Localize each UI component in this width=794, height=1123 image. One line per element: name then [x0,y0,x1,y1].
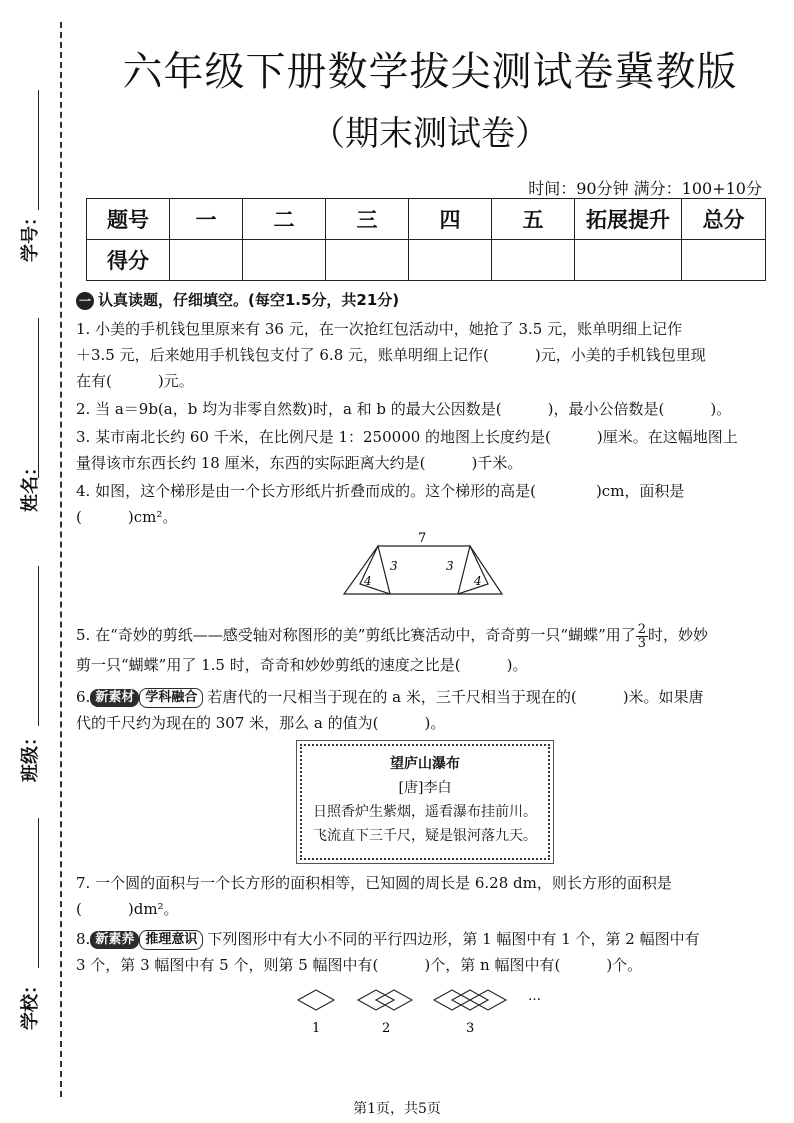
question-7: 7. 一个圆的面积与一个长方形的面积相等，已知圆的周长是 6.28 dm，则长方形的面积是 ( )dm²。 [76,874,672,918]
poem-author: [唐]李白 [398,780,452,796]
class-label: 班级： [20,728,41,782]
page-footer: 第1页，共5页 [353,1101,441,1117]
fraction: $\frac{2}{3}$ [637,621,647,651]
school-line [38,818,39,968]
question-4: 4. 如图，这个梯形是由一个长方形纸片折叠而成的。这个梯形的高是( )cm，面积是 ( )cm²。 [76,482,685,526]
score-cell: 四 [409,199,492,240]
figure-label: 3 [446,559,454,573]
figure-label: 7 [418,531,427,546]
question-6: 6. 新素材 学科融合 若唐代的一尺相当于现在的 a 米，三千尺相当于现在的( )米。如果唐 代的千尺约为现在的 307 米，那么 a 的值为( )。 [76,688,704,732]
question-text: 1. 小美的手机钱包里原来有 36 元，在一次抢红包活动中，她抢了 3.5 元，账单明细上记作 [76,320,683,338]
binding-margin [0,0,70,1123]
figure-label: 4 [474,574,482,588]
tag-new-literacy: 新素养 [90,931,139,949]
score-input-cell[interactable] [682,240,766,281]
student-id-label: 学号： [20,208,41,262]
score-cell: 总分 [682,199,766,240]
page-title: 六年级下册数学拔尖测试卷冀教版 [122,49,738,95]
tag-interdisciplinary: 学科融合 [139,688,203,708]
score-cell: 三 [326,199,409,240]
name-line [38,318,39,478]
score-input-cell[interactable] [492,240,575,281]
score-input-cell[interactable] [326,240,409,281]
question-5: 5. 在“奇妙的剪纸——感受轴对称图形的美”剪纸比赛活动中，奇奇剪一只“蝴蝶”用了 $\frac{2}{3}$ 时，妙妙 剪一只“蝴蝶”用了 1.5 时，奇奇和妙妙剪纸的速度之比是( )。 [76,621,709,674]
score-header-row [87,199,766,240]
question-8: 8. 新素养 推理意识 下列图形中有大小不同的平行四边形，第 1 幅图中有 1 个，第 2 幅图中有 3 个，第 3 幅图中有 5 个，则第 5 幅图中有( )个，第 n 幅图中有( )个。 [76,930,700,974]
poem-line: 日照香炉生紫烟，遥看瀑布挂前川。 [313,804,537,820]
score-cell: 二 [243,199,326,240]
section-title: 认真读题，仔细填空。(每空1.5分，共21分) [98,291,400,309]
section-number-badge: 一 [76,292,94,310]
score-input-cell[interactable] [170,240,243,281]
score-cell: 拓展提升 [575,199,682,240]
class-line [38,566,39,726]
poem-box [300,744,550,860]
figure-label: 3 [466,1021,475,1036]
school-label: 学校： [20,976,41,1030]
rhombus [298,990,334,1010]
score-cell: 一 [170,199,243,240]
question-2: 2. 当 a＝9b(a，b 均为非零自然数)时，a 和 b 的最大公因数是( )，最小公倍数是( )。 [76,400,732,418]
poem-title: 望庐山瀑布 [390,756,460,772]
trapezoid-figure [338,528,508,600]
tag-new-material: 新素材 [90,689,139,707]
section-heading [76,289,399,310]
cut-line [60,22,62,1097]
figure-label: 2 [382,1021,391,1036]
score-table [86,198,766,281]
score-input-cell[interactable] [243,240,326,281]
score-cell: 五 [492,199,575,240]
tag-reasoning: 推理意识 [139,930,203,950]
question-text: ＋3.5 元，后来她用手机钱包支付了 6.8 元，账单明细上记作( )元，小美的手机钱包里现 [76,346,706,364]
ellipsis: … [528,989,541,1004]
page-subtitle: （期末测试卷） [311,114,549,154]
figure-label: 1 [312,1021,321,1036]
student-id-line [38,90,39,210]
score-input-cell[interactable] [409,240,492,281]
figure-label: 3 [390,559,398,573]
parallelogram-sequence-figure [290,984,560,1040]
figure-label: 4 [364,574,372,588]
poem-line: 飞流直下三千尺，疑是银河落九天。 [313,828,537,844]
score-cell: 题号 [87,199,170,240]
score-input-cell[interactable] [575,240,682,281]
question-text: 在有( )元。 [76,372,194,390]
question-3: 3. 某市南北长约 60 千米，在比例尺是 1：250000 的地图上长度约是( )厘米。在这幅地图上 量得该市东西长约 18 厘米，东西的实际距离大约是( )千米。 [76,428,738,472]
score-cell: 得分 [87,240,170,281]
question-1 [76,316,754,394]
score-value-row [87,240,766,281]
name-label: 姓名： [20,458,41,512]
fold-right [458,546,488,594]
time-info: 时间：90分钟 满分：100+10分 [528,179,762,198]
